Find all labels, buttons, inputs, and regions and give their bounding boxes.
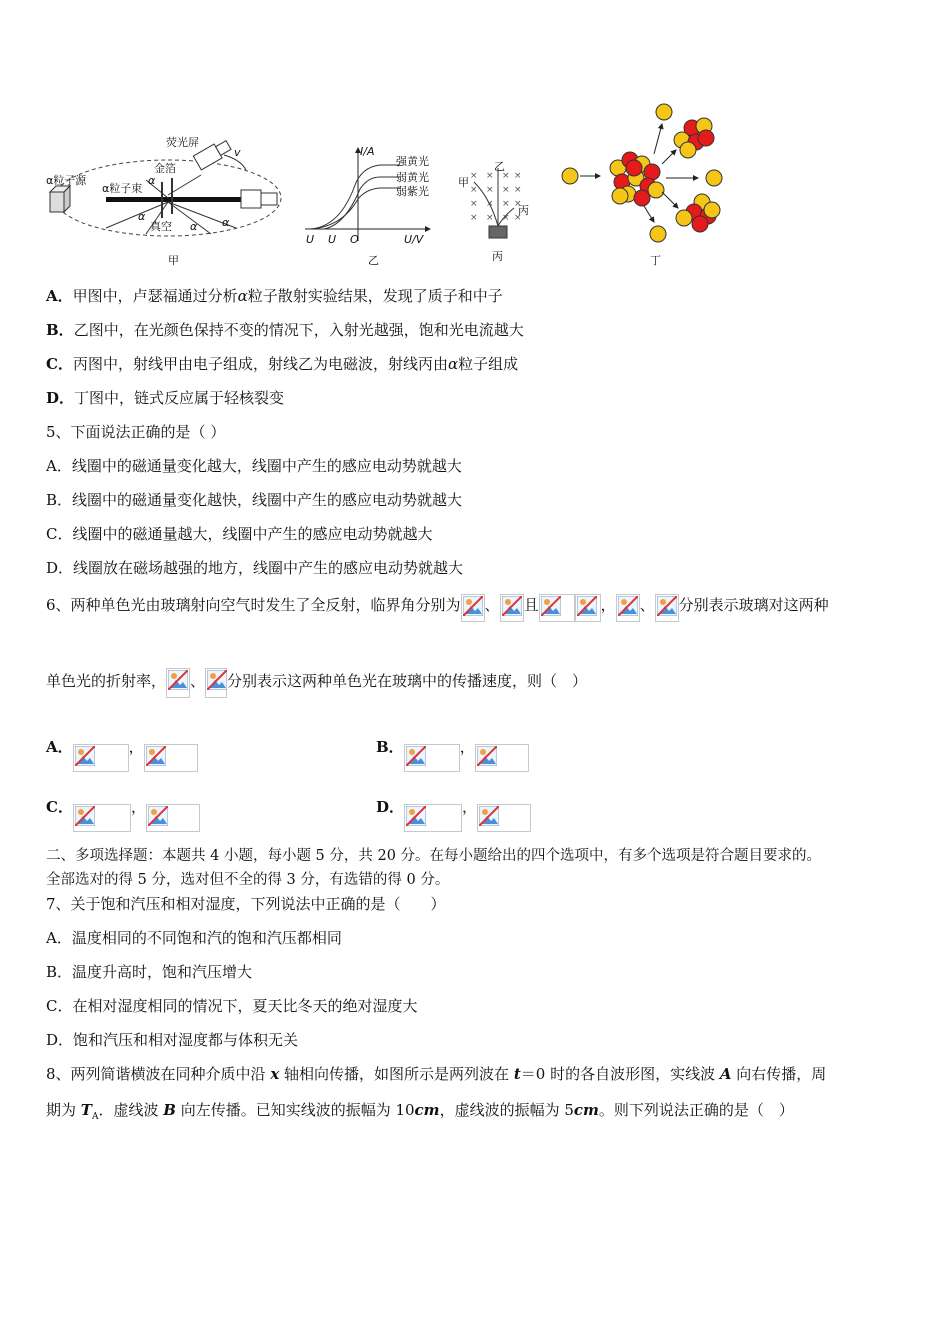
var-B: B xyxy=(163,1101,176,1119)
option-letter: B． xyxy=(46,321,74,339)
option-letter: C． xyxy=(46,798,73,816)
broken-image-icon xyxy=(166,668,190,698)
broken-image-icon xyxy=(404,804,462,832)
label-alpha-1: α xyxy=(148,174,156,187)
label-weak-yellow: 弱黄光 xyxy=(396,171,429,184)
option-text: 甲图中，卢瑟福通过分析 xyxy=(72,287,238,305)
q8-text: 8、两列简谐横波在同种介质中沿 xyxy=(46,1065,271,1083)
var-t: t xyxy=(513,1065,521,1083)
comma: ， xyxy=(128,738,144,756)
var-T-subscript: A xyxy=(91,1112,99,1122)
caption-jia: 甲 xyxy=(168,254,179,267)
figure-jia xyxy=(46,130,286,270)
q8-text: 期为 xyxy=(46,1101,81,1119)
broken-image-icon xyxy=(500,594,524,622)
option-letter: C． xyxy=(46,355,73,373)
svg-text:×: × xyxy=(514,185,522,195)
broken-image-icon xyxy=(655,594,679,622)
comma: ， xyxy=(130,798,146,816)
comma: ， xyxy=(600,596,616,614)
alpha-symbol: α xyxy=(447,355,459,373)
svg-text:×: × xyxy=(470,199,478,209)
svg-text:×: × xyxy=(470,185,478,195)
svg-text:×: × xyxy=(502,199,510,209)
svg-text:×: × xyxy=(470,213,478,223)
q4-option-d xyxy=(46,388,284,408)
svg-text:×: × xyxy=(502,171,510,181)
option-text-cont: 粒子散射实验结果，发现了质子和中子 xyxy=(247,287,503,305)
broken-image-icon xyxy=(144,744,198,772)
broken-image-icon xyxy=(146,804,200,832)
label-xlabel: U/V xyxy=(404,233,424,246)
label-u1: U xyxy=(306,233,315,246)
broken-image-icon xyxy=(539,594,575,622)
q6-option-a xyxy=(46,722,198,758)
broken-image-icon xyxy=(73,804,131,832)
svg-text:×: × xyxy=(514,199,522,209)
q5-option-c: C．线圈中的磁通量越大，线圈中产生的感应电动势就越大 xyxy=(46,525,433,543)
q7-stem: 7、关于饱和汽压和相对湿度，下列说法中正确的是（ ） xyxy=(46,895,446,913)
svg-text:×: × xyxy=(486,199,494,209)
svg-text:×: × xyxy=(486,171,494,181)
svg-text:×: × xyxy=(502,213,510,223)
q7-option-b: B．温度升高时，饱和汽压增大 xyxy=(46,963,253,981)
q6-text-2: 分别表示玻璃对这两种 xyxy=(678,596,829,614)
svg-text:×: × xyxy=(514,171,522,181)
svg-text:×: × xyxy=(470,171,478,181)
q8-text: 向右传播，周 xyxy=(731,1065,827,1083)
figure-ding xyxy=(556,98,736,248)
separator: 、 xyxy=(639,596,655,614)
q6-option-c xyxy=(46,782,200,818)
q8-text: ，虚线波的振幅为 5 xyxy=(439,1101,574,1119)
caption-bing: 丙 xyxy=(492,250,503,263)
label-weak-purple: 弱紫光 xyxy=(396,185,429,198)
label-foil: 金箔 xyxy=(154,162,176,175)
label-screen: 荧光屏 xyxy=(166,136,199,149)
option-letter: D． xyxy=(376,798,405,816)
q6-text-4: 分别表示这两种单色光在玻璃中的传播速度，则（ ） xyxy=(227,672,588,690)
q8-text: 轴相向传播，如图所示是两列波在 xyxy=(279,1065,514,1083)
q8-text: 。则下列说法正确的是（ ） xyxy=(598,1101,794,1119)
q8-text: ＝0 时的各自波形图，实线波 xyxy=(520,1065,720,1083)
separator: 、 xyxy=(190,672,206,690)
var-A: A xyxy=(719,1065,732,1083)
option-letter: A． xyxy=(46,287,73,305)
broken-image-icon xyxy=(475,744,529,772)
svg-text:×: × xyxy=(486,213,494,223)
broken-image-icon xyxy=(575,594,601,622)
q6-option-b xyxy=(376,722,529,758)
q6-text-1: 6、两种单色光由玻璃射向空气时发生了全反射，临界角分别为 xyxy=(46,596,461,614)
q4-option-a xyxy=(46,286,503,306)
q5-option-b: B．线圈中的磁通量变化越快，线圈中产生的感应电动势就越大 xyxy=(46,491,463,509)
broken-image-icon xyxy=(73,744,129,772)
q5-option-a: A．线圈中的磁通量变化越大，线圈中产生的感应电动势就越大 xyxy=(46,457,462,475)
var-x: x xyxy=(270,1065,280,1083)
q6-text-3: 单色光的折射率， xyxy=(46,672,167,690)
comma: ， xyxy=(462,798,478,816)
q4-option-b xyxy=(46,320,524,340)
q4-option-c xyxy=(46,354,518,374)
q6-line2 xyxy=(46,664,587,698)
broken-image-icon xyxy=(616,594,640,622)
label-ray-bing: 丙 xyxy=(518,204,529,217)
q6-option-d xyxy=(376,782,531,818)
broken-image-icon xyxy=(477,804,531,832)
unit-cm: cm xyxy=(414,1101,440,1119)
caption-yi: 乙 xyxy=(368,254,379,267)
section-heading-line1: 二、多项选择题：本题共 4 小题，每小题 5 分，共 20 分。在每小题给出的四个选项中，有多个选项是符合题目要求的。 xyxy=(46,848,822,864)
chain-reaction-diagram xyxy=(556,98,736,248)
label-strong-yellow: 强黄光 xyxy=(396,155,429,168)
option-letter: B． xyxy=(376,738,404,756)
rutherford-apparatus-diagram xyxy=(46,130,286,270)
label-u2: U xyxy=(328,233,337,246)
section-heading-line2: 全部选对的得 5 分，选对但不全的得 3 分，有选错的得 0 分。 xyxy=(46,872,450,888)
separator: 、 xyxy=(484,596,500,614)
label-alpha-2: α xyxy=(138,210,146,223)
q8-line2 xyxy=(46,1100,794,1127)
option-text: 丙图中，射线甲由电子组成，射线乙为电磁波，射线丙由 xyxy=(72,355,448,373)
label-ylabel: I/A xyxy=(360,145,375,158)
comma: ， xyxy=(459,738,475,756)
label-alpha-3: α xyxy=(190,220,198,233)
option-letter: D． xyxy=(46,389,75,407)
option-text: 乙图中，在光颜色保持不变的情况下，入射光越强，饱和光电流越大 xyxy=(73,321,524,339)
svg-text:×: × xyxy=(514,213,522,223)
broken-image-icon xyxy=(461,594,485,622)
broken-image-icon xyxy=(205,668,227,698)
option-letter: A． xyxy=(46,738,73,756)
q8-text: 向左传播。已知实线波的振幅为 10 xyxy=(175,1101,415,1119)
alpha-symbol: α xyxy=(237,287,248,305)
q7-option-c: C．在相对湿度相同的情况下，夏天比冬天的绝对湿度大 xyxy=(46,997,418,1015)
q5-option-d: D．线圈放在磁场越强的地方，线圈中产生的感应电动势就越大 xyxy=(46,559,464,577)
word-qie: 且 xyxy=(523,596,539,614)
label-ray-jia: 甲 xyxy=(458,176,469,189)
label-origin: O xyxy=(350,233,359,246)
q6-line1 xyxy=(46,588,829,622)
label-vacuum: 真空 xyxy=(150,220,172,233)
figure-bing xyxy=(456,158,536,248)
q8-text: ．虚线波 xyxy=(98,1101,164,1119)
broken-image-icon xyxy=(404,744,460,772)
option-text: 丁图中，链式反应属于轻核裂变 xyxy=(74,389,285,407)
svg-text:×: × xyxy=(502,185,510,195)
option-text-cont: 粒子组成 xyxy=(458,355,519,373)
caption-ding: 丁 xyxy=(650,254,661,267)
label-alpha-4: α xyxy=(222,216,230,229)
svg-text:×: × xyxy=(486,185,494,195)
label-ray-yi: 乙 xyxy=(494,160,505,173)
q8-line1 xyxy=(46,1064,826,1084)
q7-option-d: D．饱和汽压和相对湿度都与体积无关 xyxy=(46,1031,299,1049)
label-v: v xyxy=(234,146,241,159)
figure-yi xyxy=(300,145,440,255)
q7-option-a: A．温度相同的不同饱和汽的饱和汽压都相同 xyxy=(46,929,342,947)
label-source: α粒子源 xyxy=(46,174,87,187)
label-beam: α粒子束 xyxy=(102,182,143,195)
unit-cm: cm xyxy=(573,1101,599,1119)
q5-stem: 5、下面说法正确的是（ ） xyxy=(46,423,226,441)
var-T: T xyxy=(80,1101,92,1119)
